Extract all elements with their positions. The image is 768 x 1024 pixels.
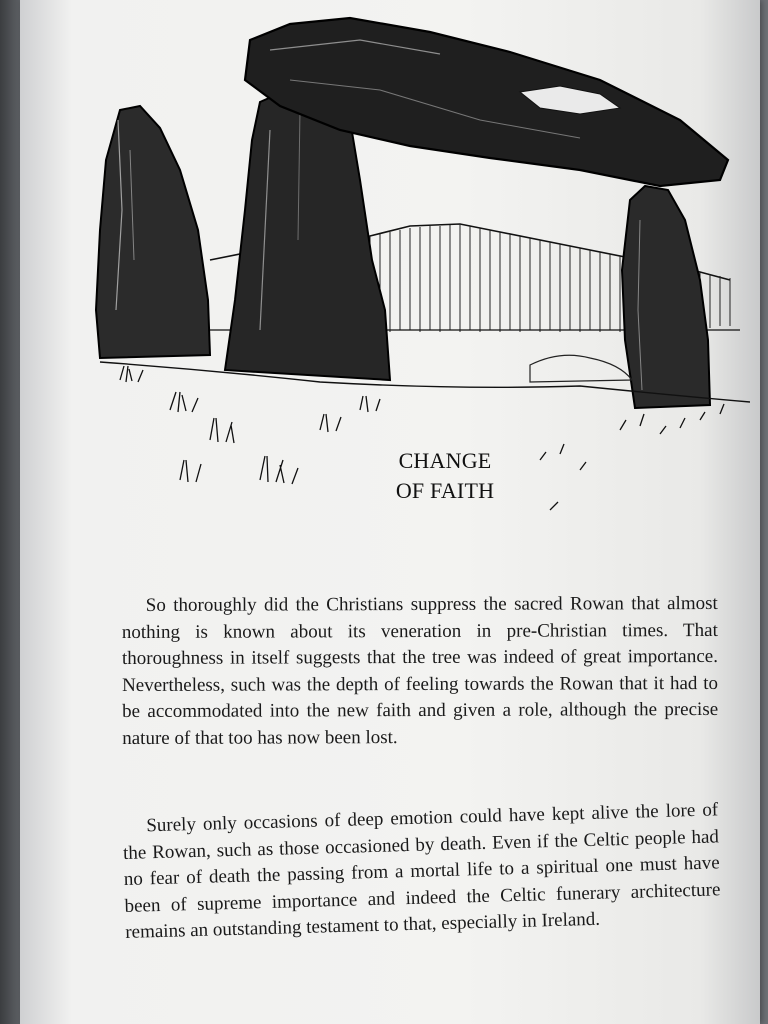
body-paragraph-1: So thoroughly did the Christians suppress the sacred Rowan that almost nothing is known about its veneration in pre-Christian times. That thoroughness in itself suggests that the tree was indeed of great importance. Nevertheless, such was the depth of feeling towards the Rowan that it had to be accommodated into the new faith and given a role, although the precise nature of that too has now been lost.	[121, 592, 719, 749]
chapter-title-line-1: CHANGE	[398, 448, 492, 473]
body-paragraph-2: Surely only occasions of deep emotion could have kept alive the lore of the Rowan, such as those occasioned by death. Even if the Celtic people had no fear of death the passing from a mortal life to a spiritual one must have been of supreme importance and indeed the Celtic funerary architecture remains an outstanding testament to that, especially in Ireland.	[122, 799, 721, 943]
chapter-title-line-2: OF FAITH	[395, 478, 495, 503]
chapter-title	[380, 446, 510, 506]
book-page	[20, 0, 760, 1024]
